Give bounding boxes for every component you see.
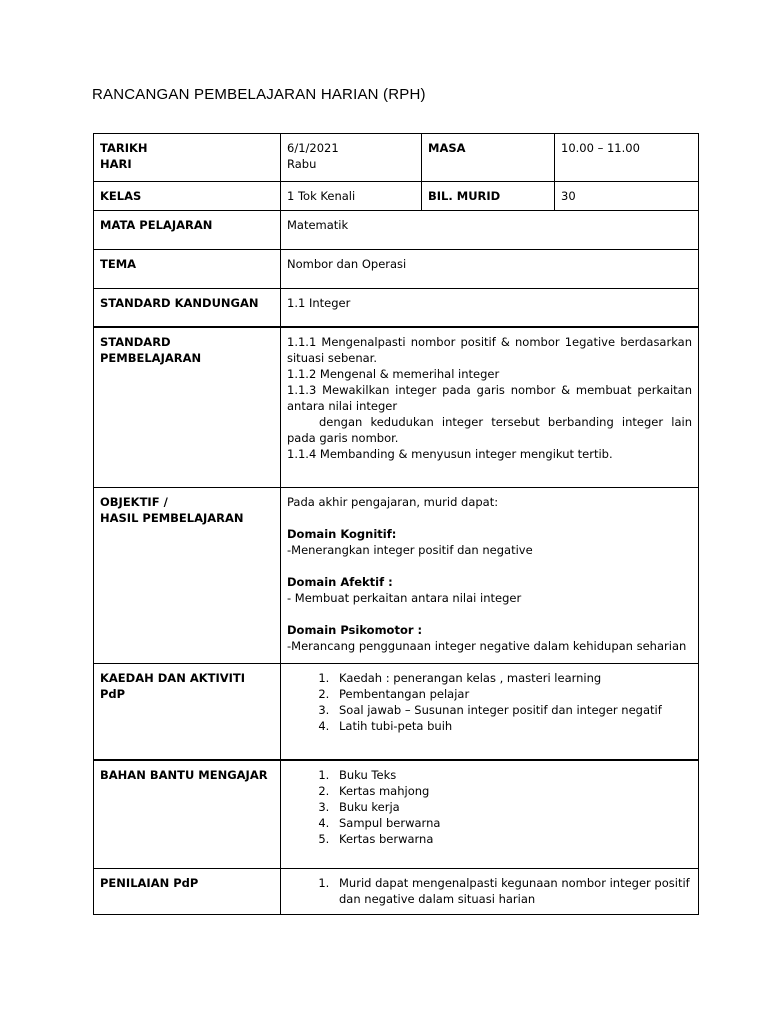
row-kelas (94, 182, 699, 211)
domain-kognitif-text: -Menerangkan integer positif dan negative (287, 543, 533, 557)
label-mata-pelajaran: MATA PELAJARAN (94, 211, 281, 250)
kaedah-list (287, 670, 692, 734)
label-bil-murid: BIL. MURID (422, 182, 555, 211)
kelas-value: 1 Tok Kenali (281, 182, 422, 211)
list-item: 4. Sampul berwarna (333, 815, 692, 831)
label-bahan-bantu: BAHAN BANTU MENGAJAR (94, 760, 281, 869)
label-standard-kandungan: STANDARD KANDUNGAN (94, 289, 281, 327)
label-hasil-pembelajaran: HASIL PEMBELAJARAN (100, 511, 244, 525)
label-cell-objektif (94, 488, 281, 664)
list-item: 3. Soal jawab – Susunan integer positif dan integer negatif (333, 702, 692, 718)
masa-value: 10.00 – 11.00 (555, 134, 699, 182)
row-tema (94, 250, 699, 289)
domain-afektif-heading: Domain Afektif : (287, 575, 393, 589)
penilaian-list (287, 875, 692, 907)
tarikh-value: 6/1/2021 (287, 141, 339, 155)
list-item: 1. Kaedah : penerangan kelas , masteri learning (333, 670, 692, 686)
list-item: 2. Kertas mahjong (333, 783, 692, 799)
hari-value: Rabu (287, 157, 317, 171)
tema-value: Nombor dan Operasi (281, 250, 699, 289)
list-item: 3. Buku kerja (333, 799, 692, 815)
row-kaedah (94, 664, 699, 760)
sp-item-3: 1.1.3 Mewakilkan integer pada garis nombor & membuat perkaitan antara nilai integer (287, 382, 692, 413)
label-objektif: OBJEKTIF / (100, 495, 168, 509)
domain-psikomotor-text: -Merancang penggunaan integer negative dalam kehidupan seharian (287, 639, 687, 653)
rph-table (93, 133, 699, 915)
list-item: 5. Kertas berwarna (333, 831, 692, 847)
bil-murid-value: 30 (555, 182, 699, 211)
domain-kognitif-heading: Domain Kognitif: (287, 527, 397, 541)
label-tarikh: TARIKH (100, 141, 148, 155)
label-hari: HARI (100, 157, 132, 171)
sp-item-1: 1.1.1 Mengenalpasti nombor positif & nombor 1egative berdasarkan situasi sebenar. (287, 334, 692, 365)
document-title: RANCANGAN PEMBELAJARAN HARIAN (RPH) (92, 86, 426, 103)
bahan-list (287, 767, 692, 847)
label-penilaian: PENILAIAN PdP (94, 869, 281, 915)
penilaian-value (281, 869, 699, 915)
bahan-bantu-value (281, 760, 699, 869)
label-cell-tarikh-hari (94, 134, 281, 182)
label-kaedah: KAEDAH DAN AKTIVITI PdP (94, 664, 281, 760)
domain-afektif-text: - Membuat perkaitan antara nilai integer (287, 591, 522, 605)
objektif-intro: Pada akhir pengajaran, murid dapat: (287, 495, 499, 509)
row-tarikh-hari (94, 134, 699, 182)
domain-psikomotor-heading: Domain Psikomotor : (287, 623, 423, 637)
row-penilaian (94, 869, 699, 915)
list-item: 2. Pembentangan pelajar (333, 686, 692, 702)
objektif-value (281, 488, 699, 664)
list-item: 1. Buku Teks (333, 767, 692, 783)
row-mata-pelajaran (94, 211, 699, 250)
standard-pembelajaran-value (281, 327, 699, 488)
sp-item-4: 1.1.4 Membanding & menyusun integer mengikut tertib. (287, 446, 613, 461)
row-bahan-bantu (94, 760, 699, 869)
label-tema: TEMA (94, 250, 281, 289)
sp-item-3-continued: dengan kedudukan integer tersebut berbanding integer lain pada garis nombor. (287, 414, 692, 445)
row-objektif (94, 488, 699, 664)
value-cell-tarikh-hari (281, 134, 422, 182)
standard-kandungan-value: 1.1 Integer (281, 289, 699, 327)
sp-item-2: 1.1.2 Mengenal & memerihal integer (287, 366, 500, 381)
label-masa: MASA (422, 134, 555, 182)
label-kelas: KELAS (94, 182, 281, 211)
label-standard-pembelajaran: STANDARD PEMBELAJARAN (94, 327, 281, 488)
list-item: 1. Murid dapat mengenalpasti kegunaan nombor integer positif dan negative dalam situasi harian (333, 875, 692, 907)
row-standard-kandungan (94, 289, 699, 327)
row-standard-pembelajaran (94, 327, 699, 488)
mata-pelajaran-value: Matematik (281, 211, 699, 250)
list-item: 4. Latih tubi-peta buih (333, 718, 692, 734)
kaedah-value (281, 664, 699, 760)
